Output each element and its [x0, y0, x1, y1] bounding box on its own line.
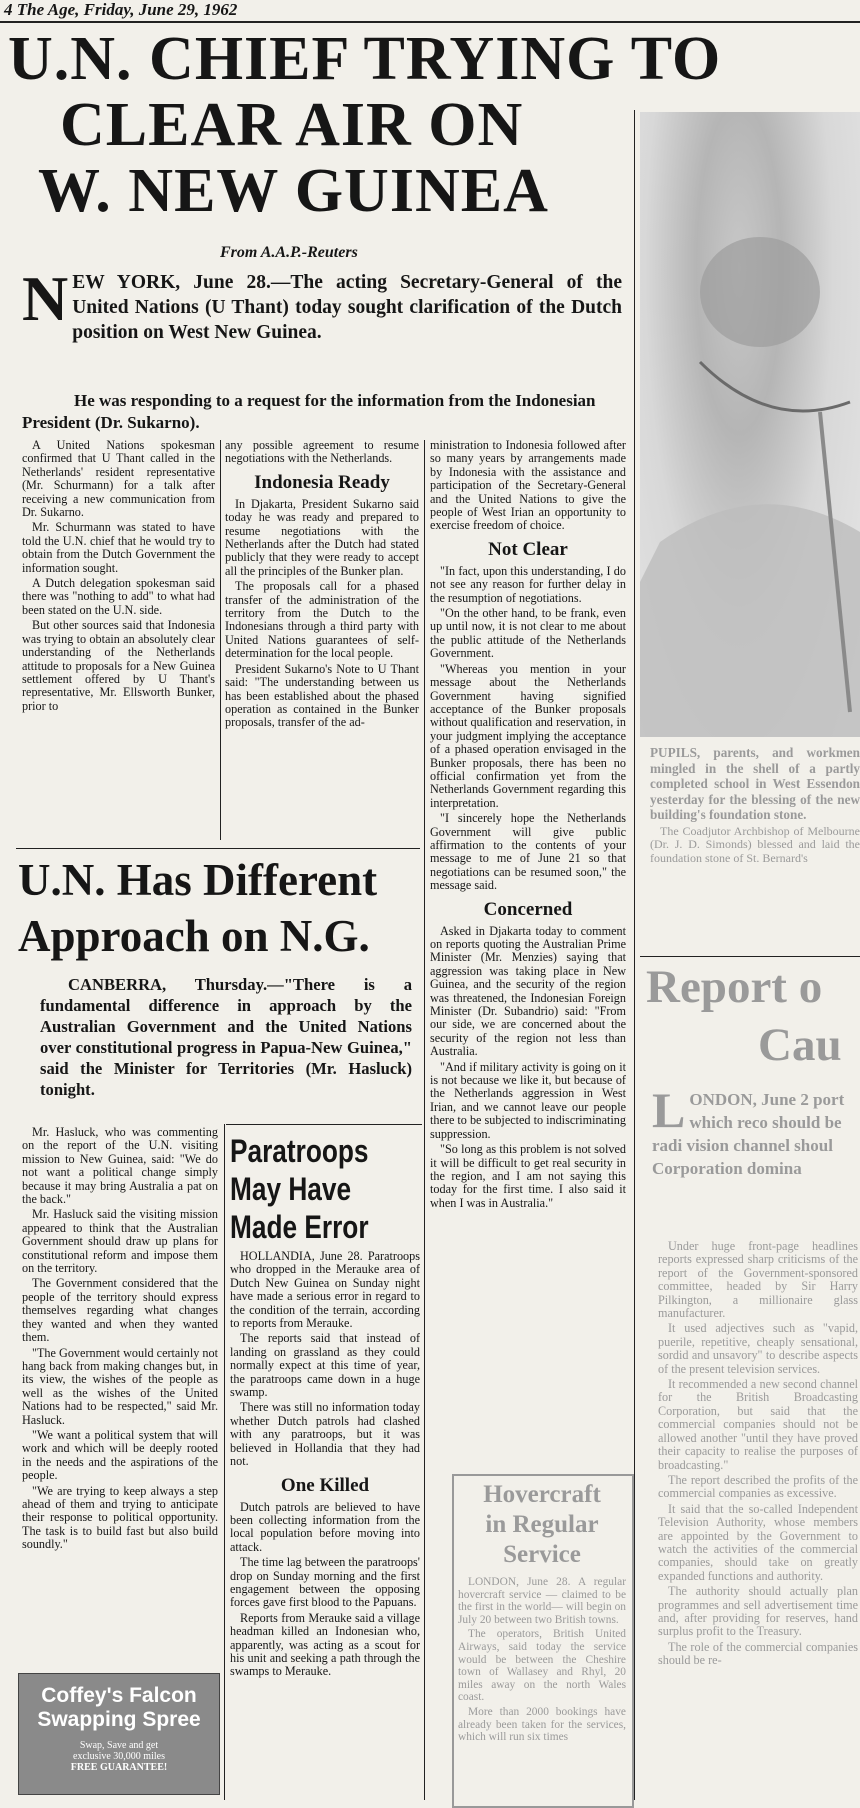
lead-col1-p1: A United Nations spokesman confirmed that U Thant called in the Netherlands' resident representative (Mr. Schurmann) for a talk after receiving a new communication from Dr. Sukarno.	[22, 439, 215, 520]
hovercraft-body	[458, 1576, 626, 1800]
lead-headline-line-2: CLEAR AIR ON	[60, 91, 524, 159]
lead-col3a-p1: "In fact, upon this understanding, I do not see any reason for further delay in the resumption of negotiations.	[430, 563, 626, 605]
report-p7: The role of the commercial companies should be re-	[658, 1639, 858, 1668]
masthead: 4 The Age, Friday, June 29, 1962	[4, 0, 238, 19]
col-rule-3	[634, 110, 635, 1800]
report-p4: The report described the profits of the commercial companies as excessive.	[658, 1472, 858, 1501]
approach-p2: Mr. Hasluck said the visiting mission appeared to think that the Australian Government should draw up plans for constitutional reform and impose them on the territory.	[22, 1207, 218, 1276]
hovercraft-p3: More than 2000 bookings have already been taken for the services, which will run six times	[458, 1705, 626, 1744]
report-p5: It said that the so-called Independent Television Authority, whose members are appointed by the Government to watch the activities of the commercial companies, should take on greatly expanded functions and authority.	[658, 1501, 858, 1583]
approach-p6: "We are trying to keep always a step ahead of them and trying to anticipate their response to political opportunity. The task is to build fast but also build soundly."	[22, 1483, 218, 1552]
school-photo	[640, 112, 860, 737]
subhead-not-clear: Not Clear	[488, 538, 568, 560]
paratroops-headline-line-2: May Have	[230, 1171, 352, 1207]
lead-col1-p3: A Dutch delegation spokesman said there was "nothing to add" to what had been stated on the U.N. side.	[22, 576, 215, 617]
report-intro	[652, 1088, 860, 1236]
lead-col3b-p2: "And if military activity is going on it is not because we like it, but because of the Netherlands aggression in West Irian, and we cannot leave our people there to be subjected to indiscriminating suppression.	[430, 1059, 626, 1141]
paratroops-p6: Reports from Merauke said a village headman killed an Indonesian who, apparently, was acting as a scout for his unit and seeking a path through the swamps to Merauke.	[230, 1610, 420, 1679]
paratroops-body	[230, 1250, 420, 1800]
ad-line-3: FREE GUARANTEE!	[70, 1762, 168, 1773]
masthead-rule	[0, 21, 860, 23]
ad-title-1: Coffey's Falcon	[41, 1684, 197, 1707]
approach-p4: "The Government would certainly not hang back from making changes but, in its view, the wishes of the people as well as the wishes of the United Nations had to be respected," said Mr. Hasluck.	[22, 1345, 218, 1427]
paratroops-p4: Dutch patrols are believed to have been collecting information from the local population before moving into attack.	[230, 1499, 420, 1554]
hovercraft-headline-2: in Regular	[485, 1511, 599, 1538]
lead-col2-p3: President Sukarno's Note to U Thant said: "The understanding between us has been established about the phased operation as contained in the Bunker proposals, transfer of the ad-	[225, 661, 419, 730]
ad-line-2: exclusive 30,000 miles	[73, 1751, 165, 1762]
lead-col3b-p3: "So long as this problem is not solved it will be difficult to get real security in the region, and I am not saying this today for the first time. I also said it when I was in Australia."	[430, 1142, 626, 1210]
lead-byline: From A.A.P.-Reuters	[220, 244, 358, 261]
approach-body	[22, 1126, 218, 1656]
ad-title-2: Swapping Spree	[37, 1708, 201, 1731]
lead-column-2	[225, 439, 419, 844]
paratroops-p3: There was still no information today whether Dutch patrols had clashed with any paratroops, but it was believed in Hollandia that they had not.	[230, 1400, 420, 1469]
lead-col2-p1: In Djakarta, President Sukarno said today he was ready and prepared to resume negotiations with the Netherlands after the Dutch had stated publicly that they were ready to accept all the principles of the Bunker plan.	[225, 496, 419, 578]
lead-col1-p4: But other sources said that Indonesia was trying to obtain an absolutely clear understanding of the Netherlands attitude to proposals for a New Guinea settlement offered by U Thant's representative, Mr. Ellsworth Bunker, prior to	[22, 618, 215, 713]
approach-top-rule	[16, 848, 420, 849]
subhead-one-killed: One Killed	[280, 1474, 370, 1496]
lead-column-1	[22, 439, 215, 839]
report-p1: Under huge front-page headlines reports expressed sharp criticisms of the report of the Government-sponsored committee, headed by Sir Harry Pilkington, a millionaire glass manufacturer.	[658, 1240, 858, 1321]
approach-p1: Mr. Hasluck, who was commenting on the report of the U.N. visiting mission to New Guinea, said: "We do not want a political change simply because it may bring Australia a pat on the back."	[22, 1126, 218, 1207]
lead-col3a-p3: "Whereas you mention in your message about the Netherlands Government having signified acceptance of the Bunker proposals without qualification and reservation, in your judgment implying the acceptance of a phased operation envisaged in the Bunker proposals, there has been no official confirmation yet from the Netherlands Government regarding this interpretation.	[430, 661, 626, 810]
photo-image	[640, 112, 860, 737]
hovercraft-p1: LONDON, June 28. A regular hovercraft service — claimed to be the first in the world— will begin on July 20 between two British towns.	[458, 1576, 626, 1626]
report-p2: It used adjectives such as "vapid, puerile, repetitive, cheaply sensational, sordid and unsavory" to describe aspects of the present television services.	[658, 1321, 858, 1376]
report-headline-line-1: Report o	[646, 961, 823, 1013]
paratroops-p5: The time lag between the paratroops' drop on Sunday morning and the first engagement between the opposing forces gave first blood to the Papuans.	[230, 1555, 420, 1610]
approach-intro: CANBERRA, Thursday.—"There is a fundamental difference in approach by the Australian Government and the United Nations over constitutional progress in Papua-New Guinea," said the Minister for Territories (Mr. Hasluck) tonight.	[40, 975, 412, 1099]
lead-intro-2: He was responding to a request for the information from the Indonesian President (Dr. Sukarno).	[22, 391, 596, 432]
report-headline-line-2: Cau	[758, 1019, 842, 1071]
paratroops-headline-line-3: Made Error	[230, 1209, 369, 1245]
paratroops-headline-line-1: Paratroops	[230, 1133, 369, 1169]
report-p6: The authority should actually plan programmes and sell advertisement time and, after providing for reserves, hand surplus profit to the Treasury.	[658, 1584, 858, 1639]
lead-headline-line-1: U.N. CHIEF TRYING TO	[8, 25, 722, 93]
approach-headline	[18, 852, 423, 964]
lead-col3a-p4: "I sincerely hope the Netherlands Government will give public affirmation to the contents of your message to me of June 21 so that negotiations can be resumed soon," the message said.	[430, 811, 626, 893]
paratroops-p1: HOLLANDIA, June 28. Paratroops who dropped in the Merauke area of Dutch New Guinea on Sunday night have made a serious error in regard to the condition of the terrain, according to reports from Merauke.	[230, 1250, 420, 1331]
paratroops-headline	[230, 1132, 386, 1246]
report-body	[658, 1240, 858, 1800]
report-top-rule	[640, 956, 860, 957]
lead-col1-p2: Mr. Schurmann was stated to have told the U.N. chief that he would try to obtain from the Dutch Government the information sought.	[22, 520, 215, 575]
lead-headline-line-3: W. NEW GUINEA	[38, 157, 549, 225]
hovercraft-p2: The operators, British United Airways, said today the service would be between the Cheshire town of Wallasey and Rhyl, 20 miles away on the north Wales coast.	[458, 1628, 626, 1704]
lead-intro	[22, 263, 622, 345]
subhead-indonesia-ready: Indonesia Ready	[254, 471, 390, 493]
photo-caption-text: PUPILS, parents, and workmen mingled in the shell of a partly completed school in West Essendon yesterday for the blessing of the new building's foundation stone.	[650, 745, 860, 823]
subhead-concerned: Concerned	[483, 898, 573, 920]
photo-caption-text-2: The Coadjutor Archbishop of Melbourne (Dr. J. D. Simonds) blessed and laid the foundation stone of St. Bernard's	[650, 823, 860, 865]
lead-column-3	[430, 439, 626, 1469]
lead-col3-top: ministration to Indonesia followed after so many years by arrangements made by Indonesia with the assistance and participation of the Secretary-General and the United Nations to give the people of West Irian an opportunity to exercise freedom of choice.	[430, 439, 626, 533]
report-dropcap: L	[652, 1088, 686, 1138]
approach-p3: The Government considered that the people of the territory should express themselves regarding what changes they wanted and when they wanted them.	[22, 1276, 218, 1345]
paratroops-p2: The reports said that instead of landing on grassland as they could normally expect at this time of year, the paratroops came down in a huge swamp.	[230, 1331, 420, 1400]
approach-headline-line-2: Approach on N.G.	[18, 911, 370, 961]
report-headline	[646, 958, 860, 1074]
lead-dropcap: N	[22, 263, 69, 334]
hovercraft-headline-1: Hovercraft	[483, 1481, 601, 1508]
report-p3: It recommended a new second channel for the British Broadcasting Corporation, but said that the commercial companies should not be allowed another "until they have proved their capacity to realise the purposes of broadcasting."	[658, 1377, 858, 1472]
approach-p5: "We want a political system that will work and which will be deeply rooted in the needs and the aspirations of the people.	[22, 1427, 218, 1483]
col-rule-1	[220, 440, 221, 840]
coffeys-advert	[18, 1673, 220, 1795]
hovercraft-headline	[454, 1480, 630, 1570]
ad-line-1: Swap, Save and get	[79, 1740, 159, 1751]
col-rule-4	[224, 1124, 225, 1800]
approach-headline-line-1: U.N. Has Different	[18, 855, 378, 905]
lead-col2-p2: The proposals call for a phased transfer of the administration of the territory from the Dutch to the Indonesians through a third party with United Nations guarantees of self-determination for the local people.	[225, 579, 419, 661]
lead-col2-top: any possible agreement to resume negotiations with the Netherlands.	[225, 439, 419, 466]
hovercraft-headline-3: Service	[503, 1541, 581, 1568]
lead-intro-text: EW YORK, June 28.—The acting Secretary-General of the United Nations (U Thant) today sought clarification of the Dutch position on West New Guinea.	[72, 272, 622, 343]
photo-caption	[650, 745, 860, 867]
report-intro-text: ONDON, June 2 port which reco should be radi vision channel shoul Corporation domina	[652, 1090, 845, 1178]
lead-col3b-p1: Asked in Djakarta today to comment on reports quoting the Australian Prime Minister (Mr. Menzies) saying that aggression was taking place in New Guinea, and the security of the region was threatened, the Indonesian Foreign Minister (Dr. Subandrio) said: "From our side, we are concerned about the security of the region not less than Australia.	[430, 923, 626, 1059]
col-rule-2	[424, 440, 425, 1800]
lead-col3a-p2: "On the other hand, to be frank, even up until now, it is not clear to me about the public attitude of the Netherlands Government.	[430, 606, 626, 661]
